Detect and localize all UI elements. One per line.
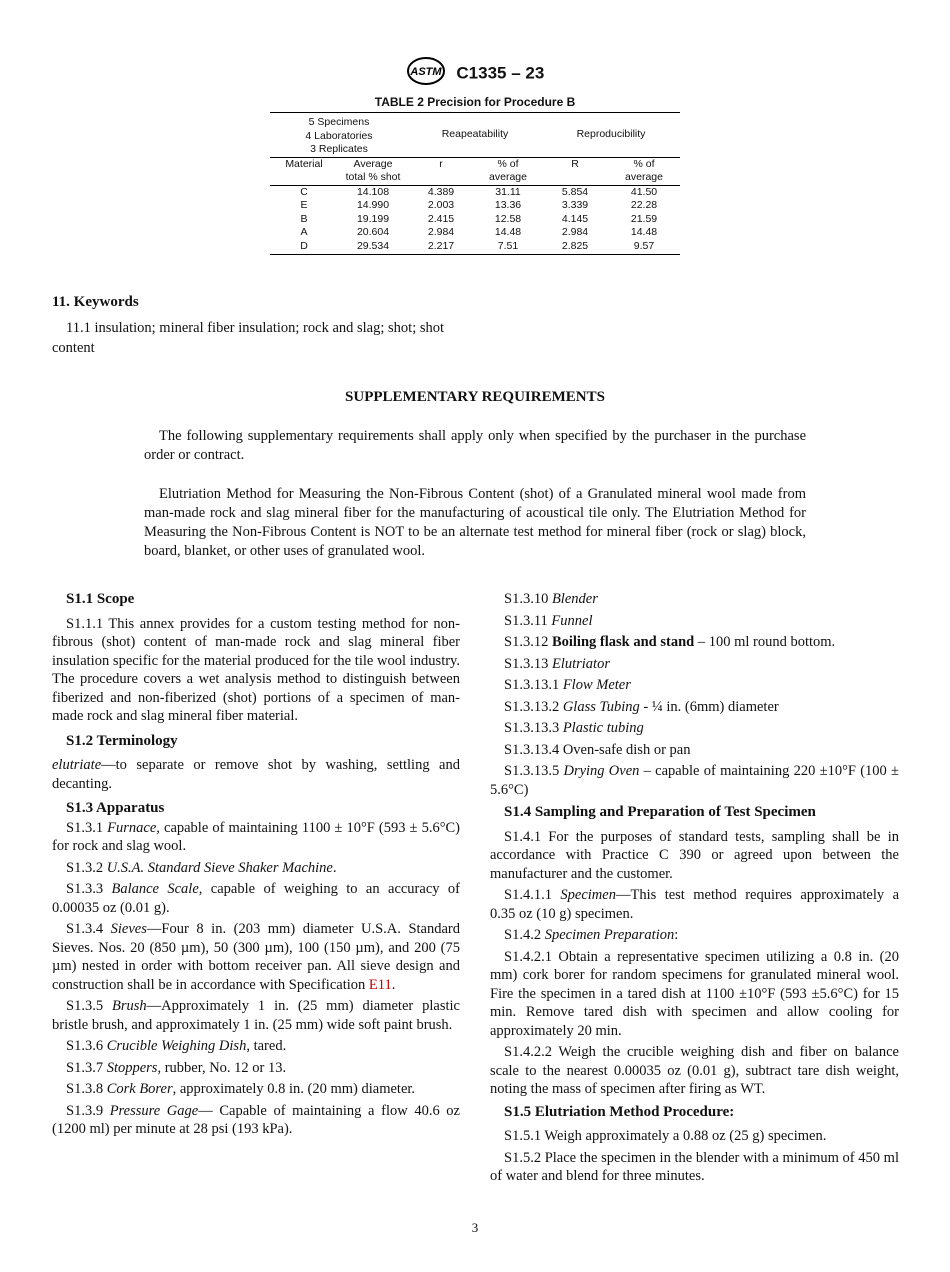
paragraph-s1-4-1-1: S1.4.1.1 Specimen—This test method requires approximately a 0.35 oz (10 g) specimen.: [490, 887, 900, 922]
section-heading-sampling: S1.4 Sampling and Preparation of Test Specimen: [504, 804, 816, 820]
table-header-reproducibility: Reproducibility: [542, 113, 680, 158]
paragraph-s1-3-13-5: S1.3.13.5 Drying Oven – capable of maintaining 220 ±10°F (100 ± 5.6°C): [490, 763, 899, 798]
paragraph-s1-1-1: S1.1.1 This annex provides for a custom testing method for non-fibrous (shot) content of man-made rock and slag mineral fiber insulation specific for the material produced for the tile wool industry. The procedure covers a wet analysis method to distinguish between fiberized and non-fiberized (shot) portions of a specimen of man-made rock and slag mineral fiber material.: [52, 615, 460, 724]
paragraph-s1-3-2: S1.3.2 U.S.A. Standard Sieve Shaker Machine.: [66, 859, 337, 876]
paragraph-s1-2-1: elutriate—to separate or remove shot by washing, settling and decanting.: [52, 757, 460, 792]
astm-logo-icon: [406, 56, 446, 91]
paragraph-s1-5-2: S1.5.2 Place the specimen in the blender with a minimum of 450 ml of water and blend for three minutes.: [490, 1149, 899, 1184]
paragraph-s1-3-3: S1.3.3 Balance Scale, capable of weighing to an accuracy of 0.00035 oz (0.01 g).: [52, 881, 460, 916]
table-row: C 14.108 4.389 31.11 5.854 41.50: [300, 185, 658, 198]
right-column: [490, 590, 899, 1189]
section-heading-elutriation-procedure: S1.5 Elutriation Method Procedure:: [504, 1103, 735, 1120]
paragraph-s1-4-1: S1.4.1 For the purposes of standard tests, sampling shall be in accordance with Practice C 390 or agreed upon between the manufacturer and the customer.: [490, 828, 899, 882]
precision-table: [270, 112, 680, 255]
paragraph-s1-4-2-2: S1.4.2.2 Weigh the crucible weighing dish and fiber on balance scale to the nearest 0.00035 oz (0.01 g), subtract tare dish weight, noting the mass of specimen after firing as WT.: [490, 1044, 899, 1097]
supplementary-intro: The following supplementary requirements shall apply only when specified by the purchaser in the purchase order or contract.: [144, 428, 806, 463]
section-heading-terminology: S1.2 Terminology: [66, 732, 178, 749]
paragraph-s1-3-1: S1.3.1 Furnace, capable of maintaining 1100 ± 10°F (593 ± 5.6°C) for rock and slag wool.: [52, 819, 461, 854]
svg-text:ASTM: ASTM: [410, 66, 442, 78]
paragraph-s1-3-5: S1.3.5 Brush—Approximately 1 in. (25 mm) diameter plastic bristle brush, and approximately 1 in. (25 mm) wide soft paint brush.: [52, 998, 460, 1033]
paragraph-s1-3-9: S1.3.9 Pressure Gage— Capable of maintaining a flow 40.6 oz (1200 ml) per minute at 28 psi (193 kPa).: [52, 1102, 460, 1137]
paragraph-s1-3-13-3: S1.3.13.3 Plastic tubing: [504, 720, 644, 736]
paragraph-s1-3-13-1: S1.3.13.1 Flow Meter: [504, 677, 631, 693]
paragraph-s1-3-7: S1.3.7 Stoppers, rubber, No. 12 or 13.: [66, 1059, 287, 1076]
paragraph-s1-3-11: S1.3.11 Funnel: [504, 612, 593, 629]
table-row: D 29.534 2.217 7.51 2.825 9.57: [270, 240, 680, 255]
paragraph-s1-3-8: S1.3.8 Cork Borer, approximately 0.8 in. (20 mm) diameter.: [66, 1081, 416, 1097]
table-header-design: 5 Specimens 4 Laboratories 3 Replicates: [270, 113, 408, 158]
reference-link-e11[interactable]: E11: [368, 976, 392, 993]
paragraph-s1-4-2-1: S1.4.2.1 Obtain a representative specimen utilizing a 0.8 in. (20 mm) cork borer for random specimens for granulated mineral wool. Fire the specimen in a tared dish at 1100 ±10°F (593 ±5.6°C) for 15 min. Remove tared dish with specimen and allow cooling for approximately 20 min.: [490, 948, 899, 1039]
elutriation-intro: Elutriation Method for Measuring the Non-Fibrous Content (shot) of a Granulated mineral wool made from man-made rock and slag mineral fiber for the manufacturing of acoustical tile only. The Elutriation Method for Measuring the Non-Fibrous Content is NOT to be an alternate test method for mineral fiber (rock or slag) block, board, blanket, or other uses of granulated wool.: [144, 486, 806, 559]
paragraph-s1-3-12: S1.3.12 Boiling flask and stand – 100 ml round bottom.: [504, 634, 836, 650]
table-column-headers: Material Average total % shot r % of average R % of average: [270, 157, 680, 185]
section-heading-apparatus: S1.3 Apparatus: [66, 800, 165, 816]
paragraph-s1-3-6: S1.3.6 Crucible Weighing Dish, tared.: [66, 1038, 287, 1054]
table-row: B 19.199 2.415 12.58 4.145 21.59: [300, 212, 658, 225]
paragraph-s1-3-13-2: S1.3.13.2 Glass Tubing - ¼ in. (6mm) diameter: [504, 698, 779, 715]
table-row: A 20.604 2.984 14.48 2.984 14.48: [300, 226, 658, 238]
keywords-heading: 11. Keywords: [52, 294, 139, 310]
page-number: 3: [471, 1220, 479, 1235]
paragraph-s1-5-1: S1.5.1 Weigh approximately a 0.88 oz (25 g) specimen.: [504, 1128, 827, 1144]
keywords-text: 11.1 insulation; mineral fiber insulation; rock and slag; shot; shot content: [52, 320, 445, 356]
supplementary-heading: SUPPLEMENTARY REQUIREMENTS: [345, 389, 605, 405]
paragraph-s1-4-2: S1.4.2 Specimen Preparation:: [504, 927, 679, 943]
paragraph-s1-3-13: S1.3.13 Elutriator: [504, 655, 610, 672]
paragraph-s1-3-4: S1.3.4 Sieves—Four 8 in. (203 mm) diameter U.S.A. Standard Sieves. Nos. 20 (850 µm), 50 (300 µm), 100 (150 µm), and 200 (75 µm) nested in order with bottom receiver pan. All sieve design and construction shall be in accordance with Specification E11.: [52, 921, 460, 993]
paragraph-s1-3-13-4: S1.3.13.4 Oven-safe dish or pan: [504, 741, 691, 758]
document-designation: C1335 – 23: [456, 63, 545, 83]
table-row: E 14.990 2.003 13.36 3.339 22.28: [300, 199, 658, 211]
paragraph-s1-3-10: S1.3.10 Blender: [504, 591, 598, 607]
page-header: [0, 56, 950, 91]
section-heading-scope: S1.1 Scope: [66, 591, 135, 607]
table-caption: TABLE 2 Precision for Procedure B: [374, 95, 576, 109]
table-header-repeatability: Reapeatability: [408, 113, 542, 158]
left-column: [52, 590, 460, 1142]
